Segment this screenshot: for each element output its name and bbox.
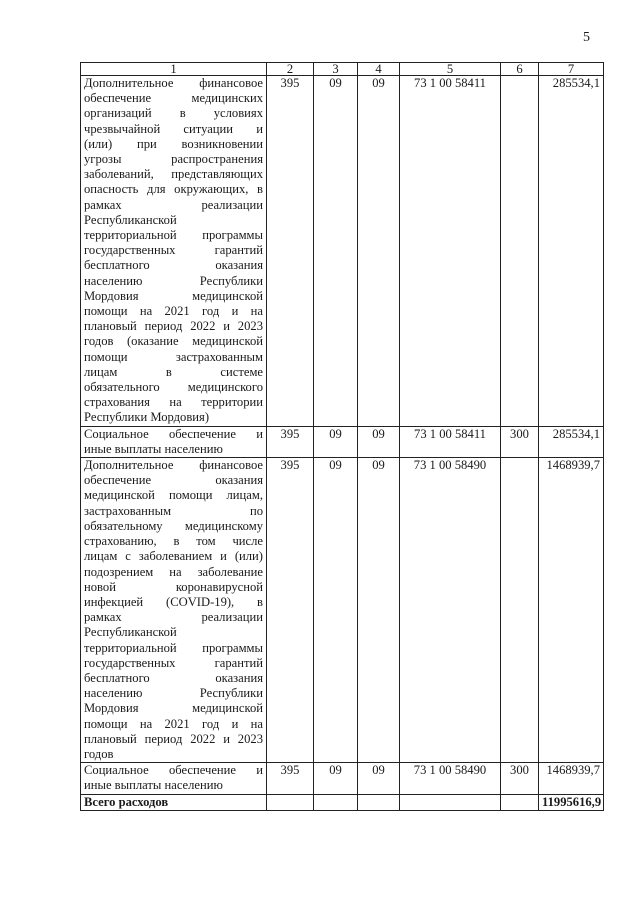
- section-code-cell: 09: [314, 458, 358, 763]
- table-row: [81, 458, 604, 763]
- amount-cell: 285534,1: [539, 76, 604, 427]
- expense-name-line: Республиканской: [84, 625, 177, 640]
- expense-name-cell: [81, 763, 267, 794]
- header-cell-6: 6: [501, 63, 539, 76]
- total-empty-cell: [400, 794, 501, 810]
- expense-name-line: страхования на территории: [84, 395, 263, 410]
- amount-cell: 1468939,7: [539, 763, 604, 794]
- expense-name-line: иные выплаты населению: [84, 441, 223, 456]
- section-code-cell: 09: [314, 426, 358, 457]
- subsection-code-cell: 09: [358, 763, 400, 794]
- amount-cell: 1468939,7: [539, 458, 604, 763]
- expense-type-cell: [501, 458, 539, 763]
- expense-type-cell: [501, 76, 539, 427]
- expense-name-line: Республики Мордовия): [84, 410, 210, 425]
- page-number: 5: [583, 30, 590, 45]
- expense-name-line: государственных гарантий: [84, 243, 263, 258]
- ministry-code-cell: 395: [267, 458, 314, 763]
- expense-name-cell: [81, 76, 267, 427]
- table-row: [81, 76, 604, 427]
- expense-name-line: плановый период 2022 и 2023: [84, 319, 263, 334]
- expense-name-line: лицам с заболеванием и (или): [84, 549, 263, 564]
- amount-cell: 285534,1: [539, 426, 604, 457]
- expense-name-line: Социальное обеспечение и: [84, 763, 263, 778]
- expense-name-cell: [81, 426, 267, 457]
- total-value: 11995616,9: [539, 794, 604, 810]
- ministry-code-cell: 395: [267, 76, 314, 427]
- header-cell-2: 2: [267, 63, 314, 76]
- section-code-cell: 09: [314, 763, 358, 794]
- expense-name-line: организаций в условиях: [84, 106, 263, 121]
- expense-name-line: Социальное обеспечение и: [84, 426, 263, 441]
- expense-name-line: Республиканской: [84, 212, 177, 227]
- expense-type-cell: 300: [501, 763, 539, 794]
- header-cell-7: 7: [539, 63, 604, 76]
- total-row: [81, 794, 604, 810]
- target-article-cell: 73 1 00 58411: [400, 426, 501, 457]
- expense-name-line: медицинской помощи лицам,: [84, 488, 263, 503]
- expense-name-line: помощи застрахованным: [84, 349, 263, 364]
- subsection-code-cell: 09: [358, 76, 400, 427]
- expense-name-line: иные выплаты населению: [84, 778, 223, 793]
- expense-name-line: угрозы распространения: [84, 152, 263, 167]
- expense-name-line: страхованию, в том числе: [84, 534, 263, 549]
- header-row: [81, 63, 604, 76]
- expense-name-line: обеспечение медицинских: [84, 91, 263, 106]
- header-cell-1: 1: [81, 63, 267, 76]
- expense-name-line: Дополнительное финансовое: [84, 458, 263, 473]
- expense-name-line: Дополнительное финансовое: [84, 76, 263, 90]
- table-row: [81, 426, 604, 457]
- expense-name-line: бесплатного оказания: [84, 258, 263, 273]
- expense-name-line: территориальной программы: [84, 640, 263, 655]
- expense-type-cell: 300: [501, 426, 539, 457]
- expense-name-line: (или) при возникновении: [84, 136, 263, 151]
- expense-name-line: застрахованным по: [84, 503, 263, 518]
- expense-name-line: заболеваний, представляющих: [84, 167, 263, 182]
- header-cell-3: 3: [314, 63, 358, 76]
- subsection-code-cell: 09: [358, 458, 400, 763]
- expense-name-line: чрезвычайной ситуации и: [84, 121, 263, 136]
- total-empty-cell: [267, 794, 314, 810]
- total-empty-cell: [314, 794, 358, 810]
- total-empty-cell: [501, 794, 539, 810]
- total-empty-cell: [358, 794, 400, 810]
- expense-name-line: населению Республики: [84, 273, 263, 288]
- expense-name-line: помощи на 2021 год и на: [84, 304, 263, 319]
- expense-name-line: Мордовия медицинской: [84, 288, 263, 303]
- target-article-cell: 73 1 00 58490: [400, 458, 501, 763]
- table-row: [81, 763, 604, 794]
- section-code-cell: 09: [314, 76, 358, 427]
- expense-name-line: плановый период 2022 и 2023: [84, 731, 263, 746]
- expense-name-line: населению Республики: [84, 686, 263, 701]
- expense-name-line: бесплатного оказания: [84, 670, 263, 685]
- expense-name-line: помощи на 2021 год и на: [84, 716, 263, 731]
- header-cell-4: 4: [358, 63, 400, 76]
- expense-name-cell: [81, 458, 267, 763]
- expense-name-line: новой коронавирусной: [84, 579, 263, 594]
- expense-name-line: государственных гарантий: [84, 655, 263, 670]
- expense-name-line: Мордовия медицинской: [84, 701, 263, 716]
- expense-name-line: подозрением на заболевание: [84, 564, 263, 579]
- ministry-code-cell: 395: [267, 426, 314, 457]
- expense-name-line: территориальной программы: [84, 228, 263, 243]
- expense-name-line: обязательному медицинскому: [84, 518, 263, 533]
- expense-name-line: рамках реализации: [84, 610, 263, 625]
- target-article-cell: 73 1 00 58490: [400, 763, 501, 794]
- subsection-code-cell: 09: [358, 426, 400, 457]
- budget-table: [80, 62, 604, 811]
- expense-name-line: рамках реализации: [84, 197, 263, 212]
- expense-name-line: годов: [84, 746, 114, 761]
- expense-name-line: годов (оказание медицинской: [84, 334, 263, 349]
- expense-name-line: инфекцией (COVID-19), в: [84, 594, 263, 609]
- ministry-code-cell: 395: [267, 763, 314, 794]
- target-article-cell: 73 1 00 58411: [400, 76, 501, 427]
- expense-name-line: обязательного медицинского: [84, 380, 263, 395]
- expense-name-line: обеспечение оказания: [84, 473, 263, 488]
- header-cell-5: 5: [400, 63, 501, 76]
- total-label: Всего расходов: [81, 794, 267, 810]
- expense-name-line: опасность для окружающих, в: [84, 182, 263, 197]
- expense-name-line: лицам в системе: [84, 364, 263, 379]
